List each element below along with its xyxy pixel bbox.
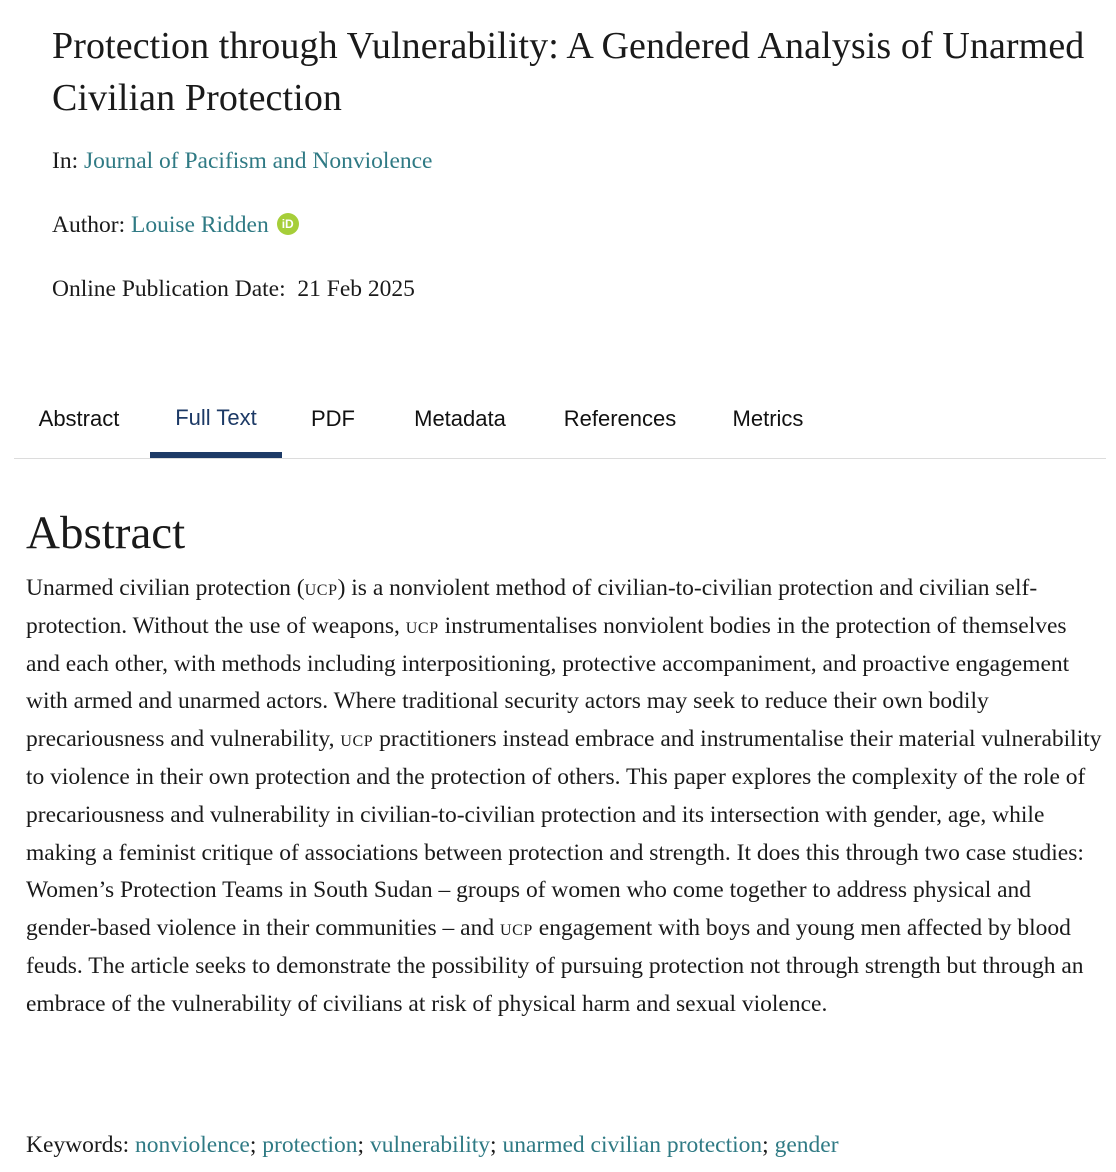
keywords-label: Keywords: <box>26 1132 130 1158</box>
author-label: Author: <box>52 212 126 238</box>
keyword-link[interactable]: gender <box>774 1132 839 1158</box>
abstract-segment: Unarmed civilian protection ( <box>26 575 305 601</box>
acronym-ucp: ucp <box>405 612 439 639</box>
orcid-icon[interactable]: iD <box>277 213 299 235</box>
article-title: Protection through Vulnerability: A Gendered Analysis of Unarmed Civilian Protection <box>52 25 1085 119</box>
acronym-ucp: ucp <box>499 915 533 942</box>
abstract-segment: practitioners instead embrace and instrumentalise their material vulnerability to violence in their own protection and the protection of others. This paper explores the complexity of the role of precariousness and vulnerability in civilian-to-civilian protection and its intersection with gender, age, while making a feminist critique of associations between protection and strength. It does this through two case studies: Women’s Protection Teams in South Sudan – groups of women who come together to address physical and gender-based violence in their communities – and <box>26 726 1102 942</box>
keyword-separator: ; <box>762 1132 769 1158</box>
abstract-segment: ) is a nonviolent method of civilian-to-civilian protection and civilian self-protection. Without the use of weapons, <box>26 575 1038 639</box>
journal-label: In: <box>52 148 79 174</box>
acronym-ucp: ucp <box>304 575 338 601</box>
journal-link[interactable]: Journal of Pacifism and Nonviolence <box>83 148 433 174</box>
tab-full-text[interactable]: Full Text <box>150 392 282 458</box>
tab-pdf[interactable]: PDF <box>311 406 355 431</box>
keyword-link[interactable]: nonviolence <box>135 1132 250 1158</box>
journal-line <box>52 146 432 176</box>
publication-date-value: 21 Feb 2025 <box>297 276 415 302</box>
keyword-separator: ; <box>249 1132 257 1158</box>
article-tabs <box>14 392 1106 459</box>
abstract-segment: engagement with boys and young men affected by blood feuds. The article seeks to demonstrate the possibility of pursuing protection not through strength but through an embrace of the vulnerability of civilians at risk of physical harm and sexual violence. <box>26 915 1084 1017</box>
article-header <box>52 20 1092 302</box>
keyword-link[interactable]: protection <box>262 1132 358 1158</box>
author-link[interactable]: Louise Ridden <box>130 212 269 238</box>
acronym-ucp: ucp <box>340 726 374 753</box>
tab-references[interactable]: References <box>563 406 677 431</box>
tab-metrics[interactable]: Metrics <box>732 406 804 431</box>
keyword-separator: ; <box>357 1132 365 1158</box>
keyword-link[interactable]: vulnerability <box>369 1132 491 1158</box>
abstract-section <box>26 504 1106 1024</box>
publication-date-line <box>52 274 415 304</box>
author-line <box>52 210 299 240</box>
tab-metadata[interactable]: Metadata <box>414 406 506 431</box>
abstract-text <box>26 570 1106 1024</box>
publication-date-label: Online Publication Date: <box>52 276 286 302</box>
keyword-link[interactable]: unarmed civilian protection <box>502 1132 763 1158</box>
abstract-heading: Abstract <box>26 507 186 559</box>
keyword-separator: ; <box>490 1132 497 1158</box>
abstract-segment: instrumentalises nonviolent bodies in the protection of themselves and each other, with methods including interpositioning, protective accompaniment, and proactive engagement with armed and unarmed actors. Where traditional security actors may seek to reduce their own bodily precariousness and vulnerability, <box>26 612 1070 753</box>
keywords-line <box>26 1128 839 1162</box>
tab-abstract[interactable]: Abstract <box>38 406 120 431</box>
